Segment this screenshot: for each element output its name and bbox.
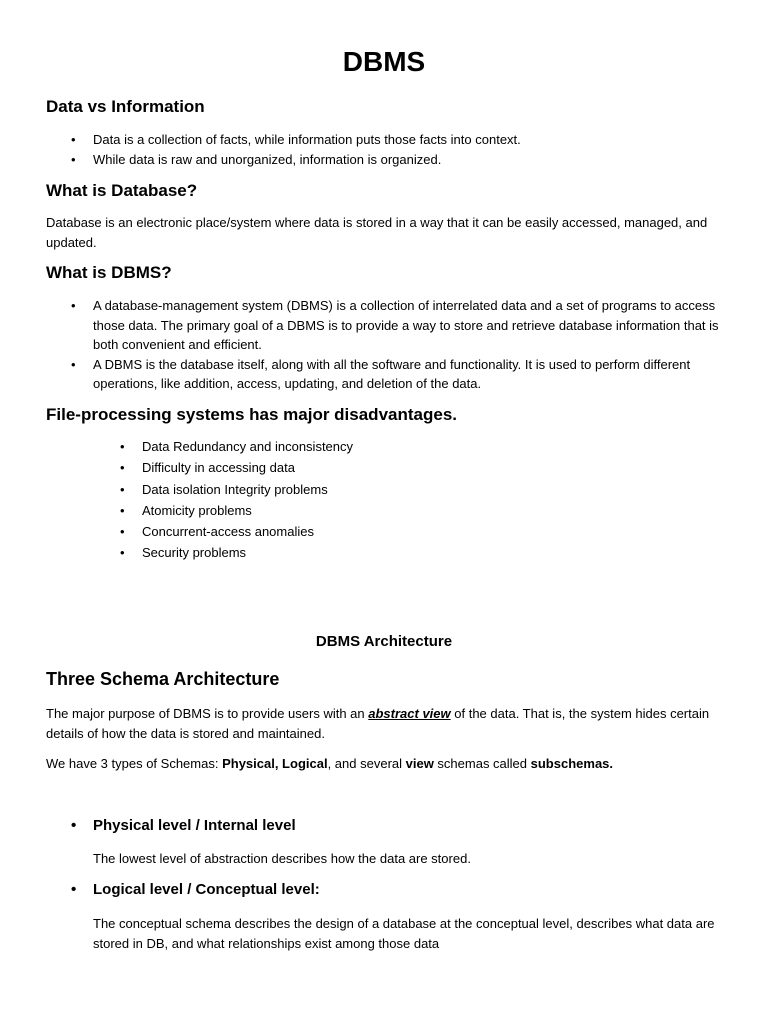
dbms-definition-list [71, 296, 723, 394]
bullet-icon: • [120, 481, 125, 497]
heading-what-is-dbms: What is DBMS? [46, 263, 172, 282]
bullet-icon: • [71, 356, 76, 372]
data-vs-information-list [71, 130, 723, 169]
bullet-icon: • [71, 881, 77, 898]
logical-level-description: The conceptual schema describes the design of a database at the conceptual level, describes what data are stored in DB, and what relationships exist among those data [93, 916, 715, 951]
heading-three-schema-architecture: Three Schema Architecture [46, 669, 280, 689]
list-item: • Difficulty in accessing data [142, 457, 702, 478]
list-item: • While data is raw and unorganized, information is organized. [93, 150, 723, 170]
disadvantages-list [120, 436, 702, 564]
bullet-icon: • [71, 298, 76, 313]
architecture-purpose: The major purpose of DBMS is to provide users with an abstract view of the data. That is, the system hides certain details of how the data is stored and maintained. [46, 706, 710, 741]
bullet-icon: • [71, 817, 77, 834]
list-item: • Data is a collection of facts, while information puts those facts into context. [93, 130, 723, 150]
list-item: • Data Redundancy and inconsistency [142, 436, 702, 457]
bullet-icon: • [71, 151, 76, 167]
bullet-icon: • [71, 132, 76, 147]
schema-types: We have 3 types of Schemas: Physical, Logical, and several view schemas called subschemas. [46, 756, 614, 771]
list-item: • Concurrent-access anomalies [142, 521, 702, 542]
list-item: • Security problems [142, 542, 702, 563]
document-title: DBMS [342, 46, 426, 77]
heading-what-is-database: What is Database? [46, 181, 198, 200]
heading-file-processing-disadvantages: File-processing systems has major disadvantages. [46, 405, 457, 424]
bullet-icon: • [120, 502, 125, 518]
bullet-icon: • [120, 524, 125, 540]
bullet-icon: • [120, 545, 125, 561]
list-item: • A database-management system (DBMS) is a collection of interrelated data and a set of programs to access those data. The primary goal of a DBMS is to provide a way to store and retrieve database information that is both convenient and efficient. [71, 298, 719, 352]
database-definition: Database is an electronic place/system where data is stored in a way that it can be easily accessed, managed, and updated. [46, 215, 708, 250]
heading-data-vs-information: Data vs Information [46, 97, 205, 116]
abstract-view-emphasis: abstract view [368, 706, 451, 721]
physical-level-description: The lowest level of abstraction describes how the data are stored. [93, 851, 471, 866]
bullet-icon: • [120, 460, 125, 476]
physical-level-item [71, 816, 723, 836]
list-item: • Data isolation Integrity problems [142, 479, 702, 500]
bullet-icon: • [120, 439, 125, 454]
list-item: • Physical level / Internal level [71, 817, 296, 834]
list-item: • A DBMS is the database itself, along with all the software and functionality. It is used to perform different operations, like addition, access, updating, and deletion of the data. [71, 356, 691, 391]
logical-level-item [71, 880, 723, 900]
list-item: • Logical level / Conceptual level: [71, 881, 320, 898]
heading-dbms-architecture: DBMS Architecture [315, 633, 453, 650]
list-item: • Atomicity problems [142, 500, 702, 521]
